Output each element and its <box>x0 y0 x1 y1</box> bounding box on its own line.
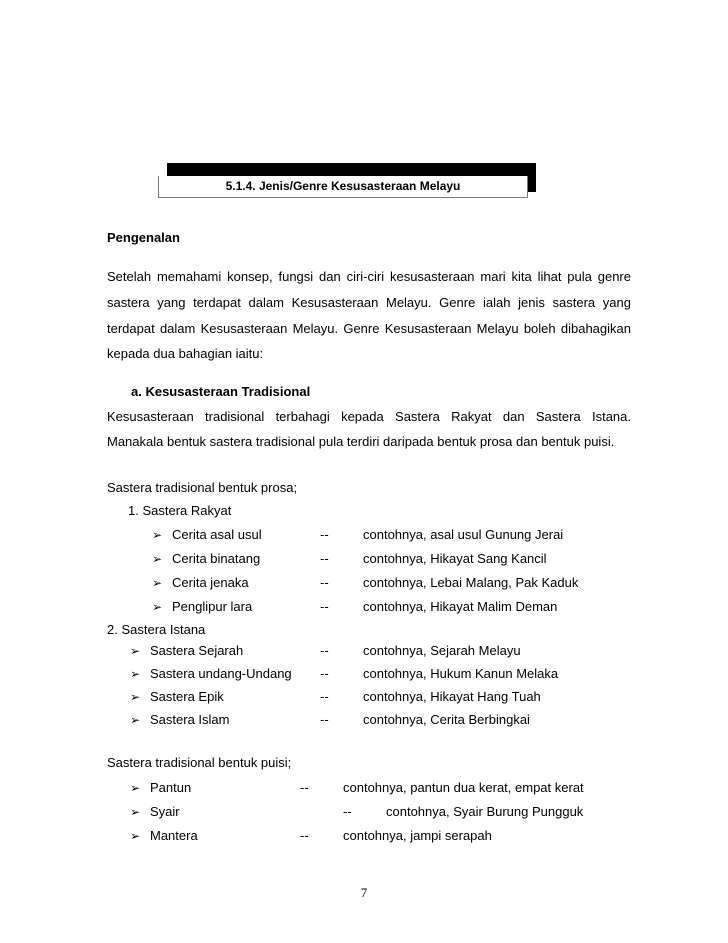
intro-line-3: terdapat dalam Kesusasteraan Melayu. Genre Kesusasteraan Melayu boleh dibahagikan <box>107 321 631 336</box>
arrow-bullet-icon: ➢ <box>130 644 141 658</box>
separator: -- <box>300 780 309 795</box>
example-text: contohnya, Sejarah Melayu <box>363 643 521 658</box>
section-a-line-1: Kesusasteraan tradisional terbahagi kepada Sastera Rakyat dan Sastera Istana. <box>107 409 631 424</box>
prosa-heading: Sastera tradisional bentuk prosa; <box>107 480 298 495</box>
rakyat-heading: 1. Sastera Rakyat <box>128 503 232 518</box>
separator: -- <box>320 689 329 704</box>
separator: -- <box>320 666 329 681</box>
example-text: contohnya, Hikayat Malim Deman <box>363 599 558 614</box>
separator: -- <box>300 828 309 843</box>
example-text: contohnya, Hikayat Hang Tuah <box>363 689 541 704</box>
list-item: ➢ Mantera <box>130 828 198 843</box>
arrow-bullet-icon: ➢ <box>152 576 163 590</box>
arrow-bullet-icon: ➢ <box>130 805 141 819</box>
arrow-bullet-icon: ➢ <box>130 713 141 727</box>
list-item: ➢ Sastera Sejarah <box>130 643 244 658</box>
arrow-bullet-icon: ➢ <box>152 552 163 566</box>
separator: -- <box>320 527 329 542</box>
arrow-bullet-icon: ➢ <box>130 690 141 704</box>
list-item: ➢ Penglipur lara <box>152 599 253 614</box>
page-number: 7 <box>360 885 368 900</box>
arrow-bullet-icon: ➢ <box>152 528 163 542</box>
arrow-bullet-icon: ➢ <box>130 667 141 681</box>
list-item: ➢ Cerita binatang <box>152 551 261 566</box>
list-item: ➢ Cerita asal usul <box>152 527 262 542</box>
example-text: contohnya, asal usul Gunung Jerai <box>363 527 564 542</box>
arrow-bullet-icon: ➢ <box>130 829 141 843</box>
list-item: ➢ Pantun <box>130 780 192 795</box>
example-text: contohnya, Lebai Malang, Pak Kaduk <box>363 575 579 590</box>
section-title: 5.1.4. Jenis/Genre Kesusasteraan Melayu <box>158 176 528 198</box>
list-item: ➢ Sastera undang-Undang <box>130 666 292 681</box>
example-text: contohnya, jampi serapah <box>343 828 492 843</box>
intro-line-2: sastera yang terdapat dalam Kesusasteraan Melayu. Genre ialah jenis sastera yang <box>107 295 631 310</box>
title-shadow-right <box>528 163 536 192</box>
separator: -- <box>343 804 352 819</box>
intro-heading: Pengenalan <box>107 230 180 245</box>
list-item: ➢ Sastera Epik <box>130 689 224 704</box>
example-text: contohnya, Cerita Berbingkai <box>363 712 530 727</box>
intro-line-1: Setelah memahami konsep, fungsi dan ciri-ciri kesusasteraan mari kita lihat pula genre <box>107 269 631 284</box>
intro-line-4: kepada dua bahagian iaitu: <box>107 346 264 361</box>
list-item: ➢ Cerita jenaka <box>152 575 249 590</box>
example-text: contohnya, Hukum Kanun Melaka <box>363 666 559 681</box>
example-text: contohnya, pantun dua kerat, empat kerat <box>343 780 584 795</box>
title-shadow-top <box>167 163 535 176</box>
separator: -- <box>320 551 329 566</box>
separator: -- <box>320 712 329 727</box>
puisi-heading: Sastera tradisional bentuk puisi; <box>107 755 292 770</box>
separator: -- <box>320 599 329 614</box>
example-text: contohnya, Syair Burung Pungguk <box>386 804 584 819</box>
istana-heading: 2. Sastera Istana <box>107 622 206 637</box>
arrow-bullet-icon: ➢ <box>152 600 163 614</box>
list-item: ➢ Sastera Islam <box>130 712 230 727</box>
separator: -- <box>320 575 329 590</box>
separator: -- <box>320 643 329 658</box>
arrow-bullet-icon: ➢ <box>130 781 141 795</box>
example-text: contohnya, Hikayat Sang Kancil <box>363 551 547 566</box>
section-a-line-2: Manakala bentuk sastera tradisional pula terdiri daripada bentuk prosa dan bentuk puisi. <box>107 434 615 449</box>
section-a-heading: a. Kesusasteraan Tradisional <box>131 384 311 399</box>
list-item: ➢ Syair <box>130 804 180 819</box>
